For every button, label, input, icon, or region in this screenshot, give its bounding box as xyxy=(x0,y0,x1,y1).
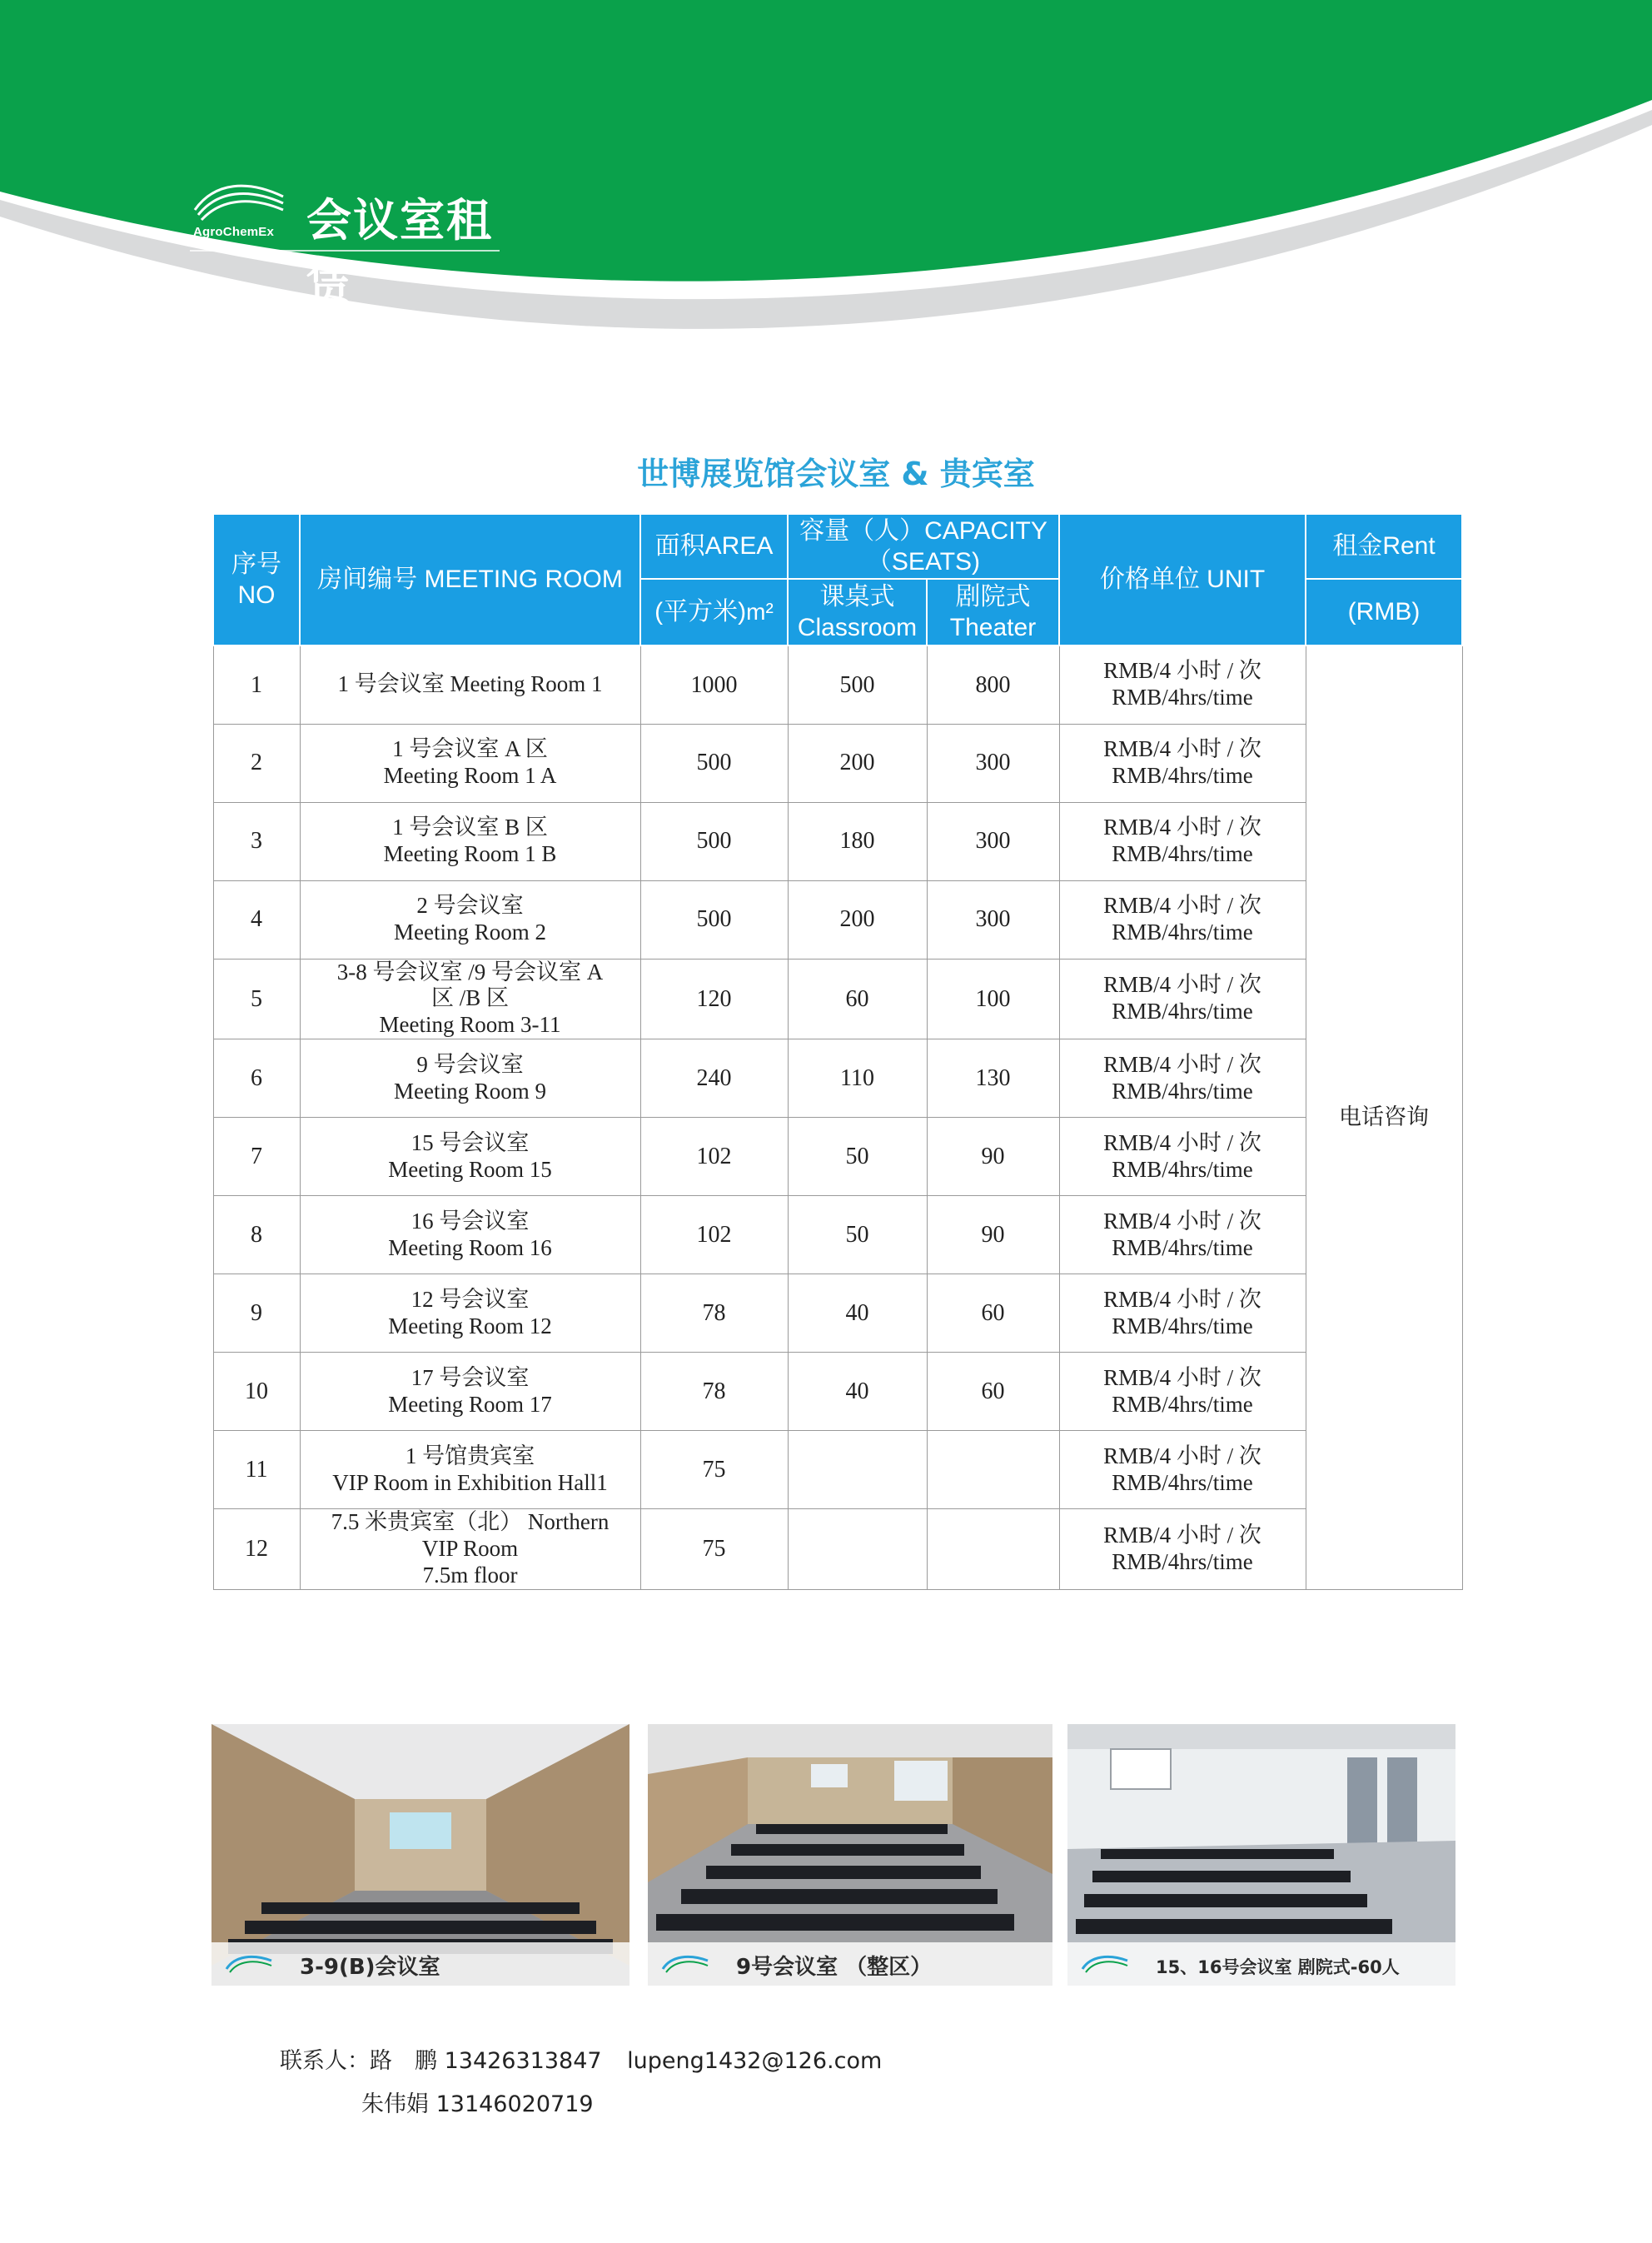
title-underline xyxy=(190,250,500,252)
table-row xyxy=(213,724,1462,802)
cell-room: 3-8 号会议室 /9 号会议室 A 区 /B 区 Meeting Room 3-11 xyxy=(300,959,640,1039)
cell-classroom: 200 xyxy=(788,724,927,802)
brand-name: AgroChemEx xyxy=(193,225,275,239)
cell-theater: 100 xyxy=(927,959,1059,1039)
table-row xyxy=(213,1039,1462,1118)
contact-person-1: 路 鹏 xyxy=(370,2048,437,2074)
cell-theater xyxy=(927,1509,1059,1590)
cell-area: 75 xyxy=(640,1509,788,1590)
cell-area: 75 xyxy=(640,1431,788,1509)
cell-room: 1 号会议室 Meeting Room 1 xyxy=(300,645,640,724)
cell-room: 1 号馆贵宾室 VIP Room in Exhibition Hall1 xyxy=(300,1431,640,1509)
venue-logo-icon xyxy=(659,1952,711,1976)
cell-theater: 300 xyxy=(927,802,1059,880)
contact-person-2: 朱伟娟 xyxy=(361,2091,429,2117)
contact-email[interactable]: lupeng1432@126.com xyxy=(627,2048,883,2074)
table-row xyxy=(213,1196,1462,1274)
header-theater: 剧院式Theater xyxy=(927,579,1059,645)
header-capacity: 容量（人）CAPACITY（SEATS) xyxy=(788,514,1059,579)
cell-unit: RMB/4 小时 / 次 RMB/4hrs/time xyxy=(1059,880,1306,959)
photo-caption-3: 15、16号会议室 剧院式-60人 xyxy=(1067,1942,1455,1986)
table-row xyxy=(213,1274,1462,1353)
brand-block xyxy=(190,177,500,311)
cell-unit: RMB/4 小时 / 次 RMB/4hrs/time xyxy=(1059,802,1306,880)
cell-theater: 90 xyxy=(927,1118,1059,1196)
cell-rent: 电话咨询 xyxy=(1306,645,1462,1589)
header-no: 序号NO xyxy=(213,514,300,645)
cell-unit: RMB/4 小时 / 次 RMB/4hrs/time xyxy=(1059,1509,1306,1590)
cell-no: 10 xyxy=(213,1353,300,1431)
cell-no: 2 xyxy=(213,724,300,802)
cell-theater: 90 xyxy=(927,1196,1059,1274)
table-row xyxy=(213,1353,1462,1431)
cell-room: 2 号会议室 Meeting Room 2 xyxy=(300,880,640,959)
cell-theater: 60 xyxy=(927,1353,1059,1431)
cell-area: 102 xyxy=(640,1196,788,1274)
cell-classroom xyxy=(788,1431,927,1509)
cell-classroom: 50 xyxy=(788,1118,927,1196)
cell-no: 6 xyxy=(213,1039,300,1118)
venue-logo-icon xyxy=(223,1952,275,1976)
photo-room-15-16 xyxy=(1067,1724,1455,1986)
cell-no: 5 xyxy=(213,959,300,1039)
photo-caption-2: 9号会议室 （整区） xyxy=(648,1942,1052,1986)
cell-area: 120 xyxy=(640,959,788,1039)
cell-no: 3 xyxy=(213,802,300,880)
cell-theater xyxy=(927,1431,1059,1509)
cell-room: 1 号会议室 A 区 Meeting Room 1 A xyxy=(300,724,640,802)
header-room: 房间编号 MEETING ROOM xyxy=(300,514,640,645)
cell-room: 9 号会议室 Meeting Room 9 xyxy=(300,1039,640,1118)
cell-classroom: 50 xyxy=(788,1196,927,1274)
cell-theater: 300 xyxy=(927,724,1059,802)
cell-room: 7.5 米贵宾室（北） Northern VIP Room 7.5m floor xyxy=(300,1509,640,1590)
cell-unit: RMB/4 小时 / 次 RMB/4hrs/time xyxy=(1059,1353,1306,1431)
contact-phone-2[interactable]: 13146020719 xyxy=(435,2091,594,2117)
cell-classroom: 40 xyxy=(788,1274,927,1353)
table-row xyxy=(213,880,1462,959)
cell-classroom: 180 xyxy=(788,802,927,880)
cell-room: 17 号会议室 Meeting Room 17 xyxy=(300,1353,640,1431)
table-row xyxy=(213,645,1462,724)
cell-no: 7 xyxy=(213,1118,300,1196)
cell-classroom xyxy=(788,1509,927,1590)
cell-no: 9 xyxy=(213,1274,300,1353)
table-row xyxy=(213,1431,1462,1509)
cell-classroom: 110 xyxy=(788,1039,927,1118)
cell-area: 240 xyxy=(640,1039,788,1118)
header-area-unit: (平方米)m² xyxy=(640,579,788,645)
contact-row-2 xyxy=(361,2086,594,2118)
cell-room: 1 号会议室 B 区 Meeting Room 1 B xyxy=(300,802,640,880)
photo-room-9 xyxy=(648,1724,1052,1986)
venue-logo-icon xyxy=(1079,1952,1131,1976)
table-row xyxy=(213,1509,1462,1590)
cell-theater: 800 xyxy=(927,645,1059,724)
cell-theater: 60 xyxy=(927,1274,1059,1353)
cell-unit: RMB/4 小时 / 次 RMB/4hrs/time xyxy=(1059,959,1306,1039)
cell-theater: 300 xyxy=(927,880,1059,959)
contact-label: 联系人： xyxy=(280,2048,370,2074)
cell-unit: RMB/4 小时 / 次 RMB/4hrs/time xyxy=(1059,1431,1306,1509)
page-title: 会议室租赁 xyxy=(306,194,493,311)
cell-classroom: 500 xyxy=(788,645,927,724)
photo-caption-1: 3-9(B)会议室 xyxy=(211,1942,629,1986)
cell-no: 8 xyxy=(213,1196,300,1274)
cell-unit: RMB/4 小时 / 次 RMB/4hrs/time xyxy=(1059,1196,1306,1274)
cell-area: 78 xyxy=(640,1274,788,1353)
cell-room: 16 号会议室 Meeting Room 16 xyxy=(300,1196,640,1274)
table-row xyxy=(213,802,1462,880)
cell-classroom: 40 xyxy=(788,1353,927,1431)
cell-unit: RMB/4 小时 / 次 RMB/4hrs/time xyxy=(1059,724,1306,802)
header-area: 面积AREA xyxy=(640,514,788,579)
photo-room-3-9b xyxy=(211,1724,629,1986)
table-row xyxy=(213,959,1462,1039)
cell-no: 12 xyxy=(213,1509,300,1590)
header-classroom: 课桌式Classroom xyxy=(788,579,927,645)
cell-unit: RMB/4 小时 / 次 RMB/4hrs/time xyxy=(1059,1118,1306,1196)
header-rent: 租金Rent xyxy=(1306,514,1462,579)
header-unit: 价格单位 UNIT xyxy=(1059,514,1306,645)
cell-classroom: 60 xyxy=(788,959,927,1039)
meeting-room-table xyxy=(212,513,1463,1590)
cell-area: 500 xyxy=(640,880,788,959)
cell-unit: RMB/4 小时 / 次 RMB/4hrs/time xyxy=(1059,1274,1306,1353)
table-row xyxy=(213,1118,1462,1196)
cell-unit: RMB/4 小时 / 次 RMB/4hrs/time xyxy=(1059,645,1306,724)
cell-no: 1 xyxy=(213,645,300,724)
cell-area: 78 xyxy=(640,1353,788,1431)
cell-area: 500 xyxy=(640,802,788,880)
cell-classroom: 200 xyxy=(788,880,927,959)
cell-theater: 130 xyxy=(927,1039,1059,1118)
cell-no: 11 xyxy=(213,1431,300,1509)
header-rent-unit: (RMB) xyxy=(1306,579,1462,645)
cell-room: 12 号会议室 Meeting Room 12 xyxy=(300,1274,640,1353)
cell-no: 4 xyxy=(213,880,300,959)
table-title: 世博展览馆会议室 & 贵宾室 xyxy=(637,456,1035,492)
contact-row-1 xyxy=(280,2042,882,2075)
contact-phone-1[interactable]: 13426313847 xyxy=(444,2048,602,2074)
cell-unit: RMB/4 小时 / 次 RMB/4hrs/time xyxy=(1059,1039,1306,1118)
cell-area: 500 xyxy=(640,724,788,802)
cell-area: 102 xyxy=(640,1118,788,1196)
cell-room: 15 号会议室 Meeting Room 15 xyxy=(300,1118,640,1196)
cell-area: 1000 xyxy=(640,645,788,724)
